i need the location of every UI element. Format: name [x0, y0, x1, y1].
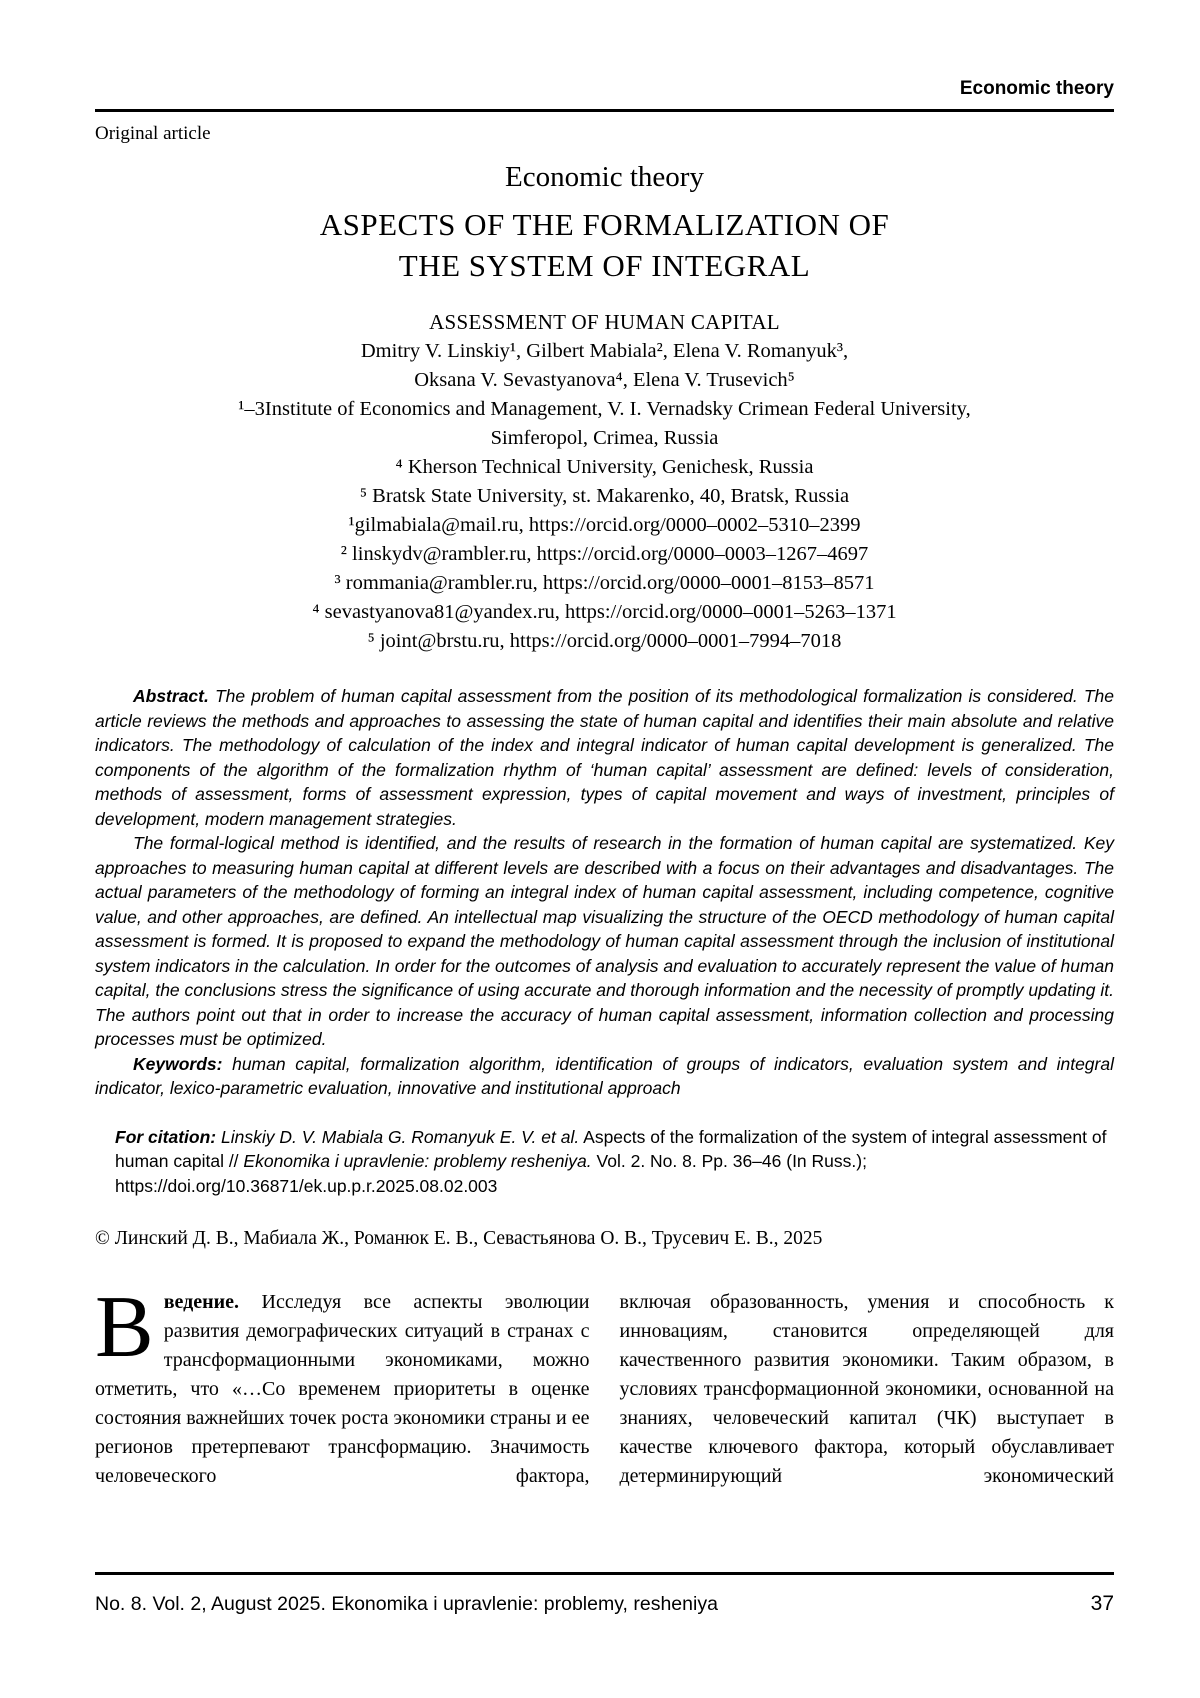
footer-journal-info: No. 8. Vol. 2, August 2025. Ekonomika i upravlenie: problemy, resheniya — [95, 1593, 718, 1615]
citation-block — [115, 1125, 1114, 1199]
body-text-left: Исследуя все аспекты эволюции развития демографических ситуаций в странах с трансформационными экономиками, можно отметить, что «…Со временем приоритеты в оценке состояния важнейших точек роста экономики страны и ее регионов претерпевают трансформацию. Значимость человеческого фактора, — [95, 1291, 590, 1487]
citation-title: Aspects of the formalization of the system of integral assessment of human capital // — [115, 1126, 1107, 1171]
header-rule — [95, 109, 1114, 112]
contact-line: ² linskydv@rambler.ru, https://orcid.org/0000–0003–1267–4697 — [340, 543, 869, 565]
copyright-line: © Линский Д. В., Мабиала Ж., Романюк Е. В., Севастьянова О. В., Трусевич Е. В., 2025 — [95, 1228, 823, 1249]
citation-label: For citation: — [115, 1126, 217, 1147]
intro-lead: ведение. — [163, 1291, 240, 1313]
affiliation-line: ⁵ Bratsk State University, st. Makarenko, 40, Bratsk, Russia — [359, 485, 850, 507]
abstract-paragraph — [95, 684, 1114, 831]
page-footer — [95, 1572, 1114, 1616]
abstract-text: The problem of human capital assessment from the position of its methodological formalization is considered. The article reviews the methods and approaches to assessing the state of human capital and identifies their main absolute and relative indicators. The methodology of calculation of the index and integral indicator of human capital development is generalized. The components of the algorithm of the formalization rhythm of ‘human capital’ assessment are defined: levels of consideration, methods of assessment, forms of assessment expression, types of capital movement and ways of investment, principles of development, modern management strategies. — [95, 686, 1114, 829]
abstract-paragraph: The formal-logical method is identified, and the results of research in the formation of human capital are systematized. Key approaches to measuring human capital at different levels are described with a focus on their advantages and disadvantages. The actual parameters of the methodology of forming an integral index of human capital assessment, including competence, cognitive value, and other approaches, are defined. An intellectual map visualizing the structure of the OECD methodology of human capital assessment is formed. It is proposed to expand the methodology of human capital assessment through the inclusion of institutional system indicators in the calculation. In order for the outcomes of analysis and evaluation to accurately represent the value of human capital, the conclusions stress the significance of using accurate and thorough information and the necessity of promptly updating it. The authors point out that in order to increase the accuracy of human capital assessment, information collection and processing processes must be optimized. — [95, 833, 1114, 1049]
citation-authors: Linskiy D. V. Mabiala G. Romanyuk E. V. et al. — [220, 1126, 580, 1147]
contacts-block — [95, 511, 1114, 656]
citation-volume-doi: Vol. 2. No. 8. Pp. 36–46 (In Russ.); https://doi.org/10.36871/ek.up.p.r.2025.08.02.003 — [115, 1151, 867, 1196]
keywords-label: Keywords: — [133, 1053, 223, 1074]
running-head: Economic theory — [959, 78, 1114, 99]
authors-block — [95, 337, 1114, 395]
footer-rule — [95, 1572, 1114, 1575]
contact-line: ¹gilmabiala@mail.ru, https://orcid.org/0000–0002–5310–2399 — [348, 514, 861, 536]
body-column-left — [95, 1279, 590, 1491]
keywords-text: human capital, formalization algorithm, identification of groups of indicators, evaluation system and integral indicator, lexico-parametric evaluation, innovative and institutional approach — [95, 1053, 1114, 1098]
section-heading: Economic theory — [505, 161, 704, 193]
article-title: ASPECTS OF THE FORMALIZATION OF THE SYSTEM OF INTEGRAL — [319, 207, 890, 283]
abstract-label: Abstract. — [133, 686, 209, 706]
abstract-block — [95, 684, 1114, 1101]
article-type-label: Original article — [95, 123, 211, 144]
contact-line: ⁵ joint@brstu.ru, https://orcid.org/0000–0001–7994–7018 — [367, 630, 842, 652]
authors-line: Dmitry V. Linskiy¹, Gilbert Mabiala², Elena V. Romanyuk³, — [360, 340, 849, 362]
authors-line: Oksana V. Sevastyanova⁴, Elena V. Trusevich⁵ — [414, 369, 795, 391]
affiliation-line: ¹–3Institute of Economics and Management, V. I. Vernadsky Crimean Federal University, Simferopol, Crimea, Russia — [238, 398, 971, 449]
citation-journal: Ekonomika i upravlenie: problemy resheniya. — [243, 1151, 592, 1171]
contact-line: ³ rommania@rambler.ru, https://orcid.org/0000–0001–8153–8571 — [334, 572, 875, 594]
footer-row — [95, 1592, 1114, 1616]
affiliation-line: ⁴ Kherson Technical University, Genichesk, Russia — [395, 456, 814, 478]
body-columns — [95, 1279, 1114, 1491]
article-subtitle: ASSESSMENT OF HUMAN CAPITAL — [429, 310, 780, 334]
page-number: 37 — [1090, 1592, 1114, 1615]
affiliations-block — [95, 395, 1114, 511]
body-column-right: включая образованность, умения и способность к инновациям, становится определяющей для качественного развития экономики. Таким образом, в условиях трансформационной экономики, основанной на знаниях, человеческий капитал (ЧК) выступает в качестве ключевого фактора, который обуславливает детерминирующий экономический — [619, 1291, 1114, 1487]
drop-cap: В — [95, 1279, 154, 1376]
keywords-paragraph — [95, 1052, 1114, 1101]
contact-line: ⁴ sevastyanova81@yandex.ru, https://orcid.org/0000–0001–5263–1371 — [312, 601, 897, 623]
